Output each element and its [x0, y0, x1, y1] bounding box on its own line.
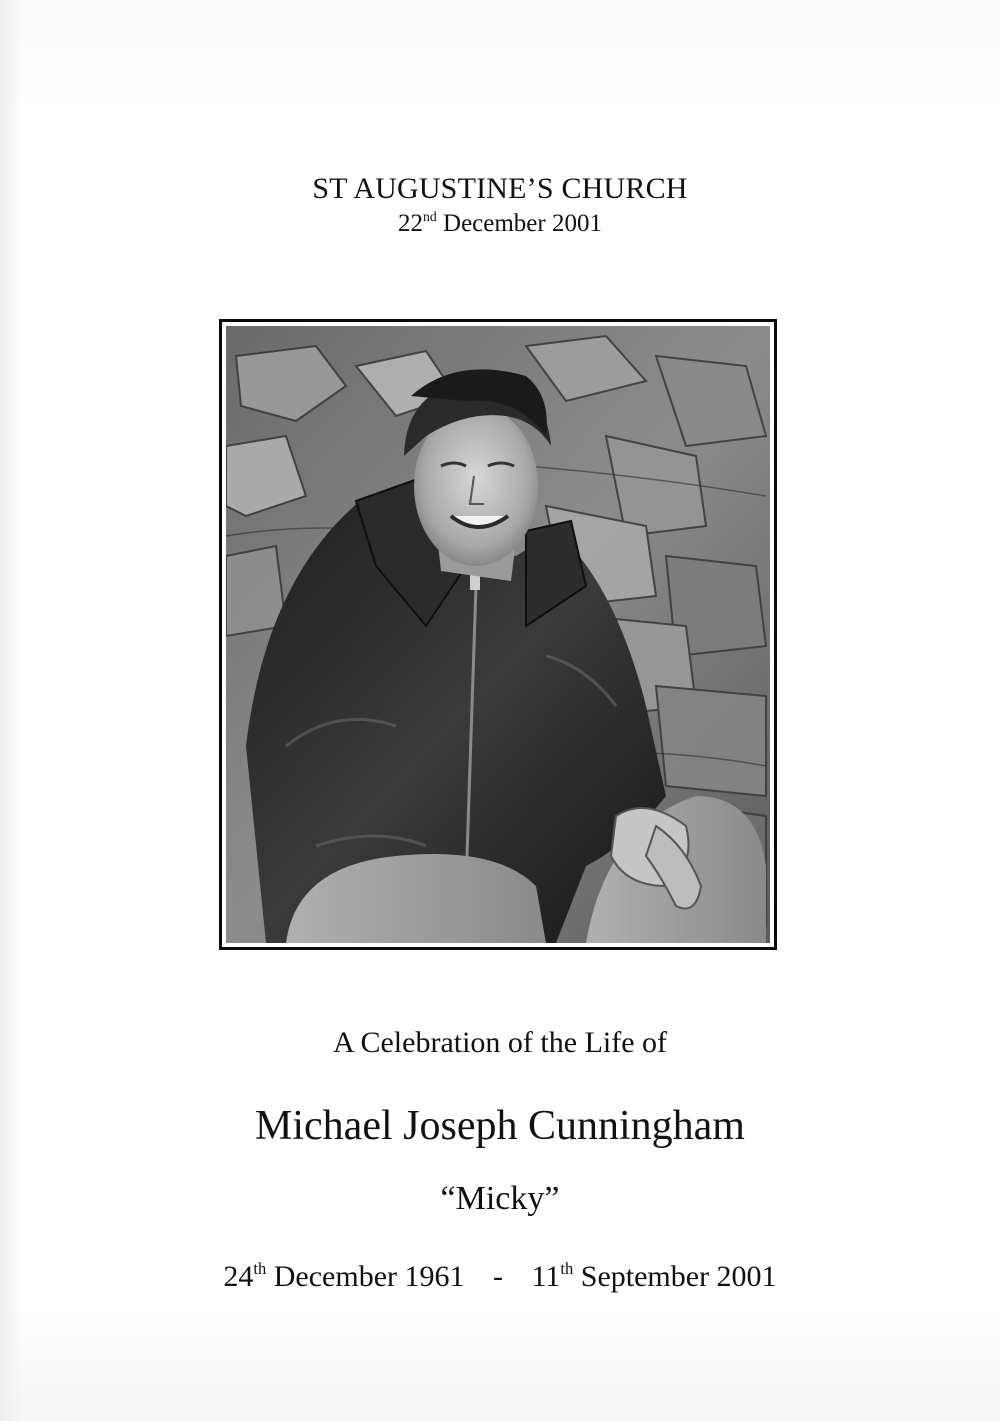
date-separator: -: [493, 1260, 504, 1293]
birth-day: 24: [223, 1260, 254, 1293]
portrait-photo-image: [226, 326, 770, 943]
service-date-day: 22: [398, 210, 424, 237]
full-name: Michael Joseph Cunningham: [255, 1103, 745, 1149]
service-date: [0, 210, 1000, 238]
church-name: ST AUGUSTINE’S CHURCH: [312, 172, 688, 205]
service-date-rest: December 2001: [443, 210, 602, 237]
death-day: 11: [531, 1260, 561, 1293]
celebration-line: A Celebration of the Life of: [332, 1026, 668, 1059]
nickname: “Micky”: [440, 1180, 560, 1217]
service-date-suffix: nd: [423, 208, 437, 224]
portrait-photo: [219, 319, 777, 950]
birth-rest: December 1961: [273, 1260, 465, 1293]
death-rest: September 2001: [580, 1260, 777, 1293]
life-dates: [0, 1260, 1000, 1294]
birth-day-suffix: th: [253, 1258, 267, 1278]
death-day-suffix: th: [560, 1258, 574, 1278]
